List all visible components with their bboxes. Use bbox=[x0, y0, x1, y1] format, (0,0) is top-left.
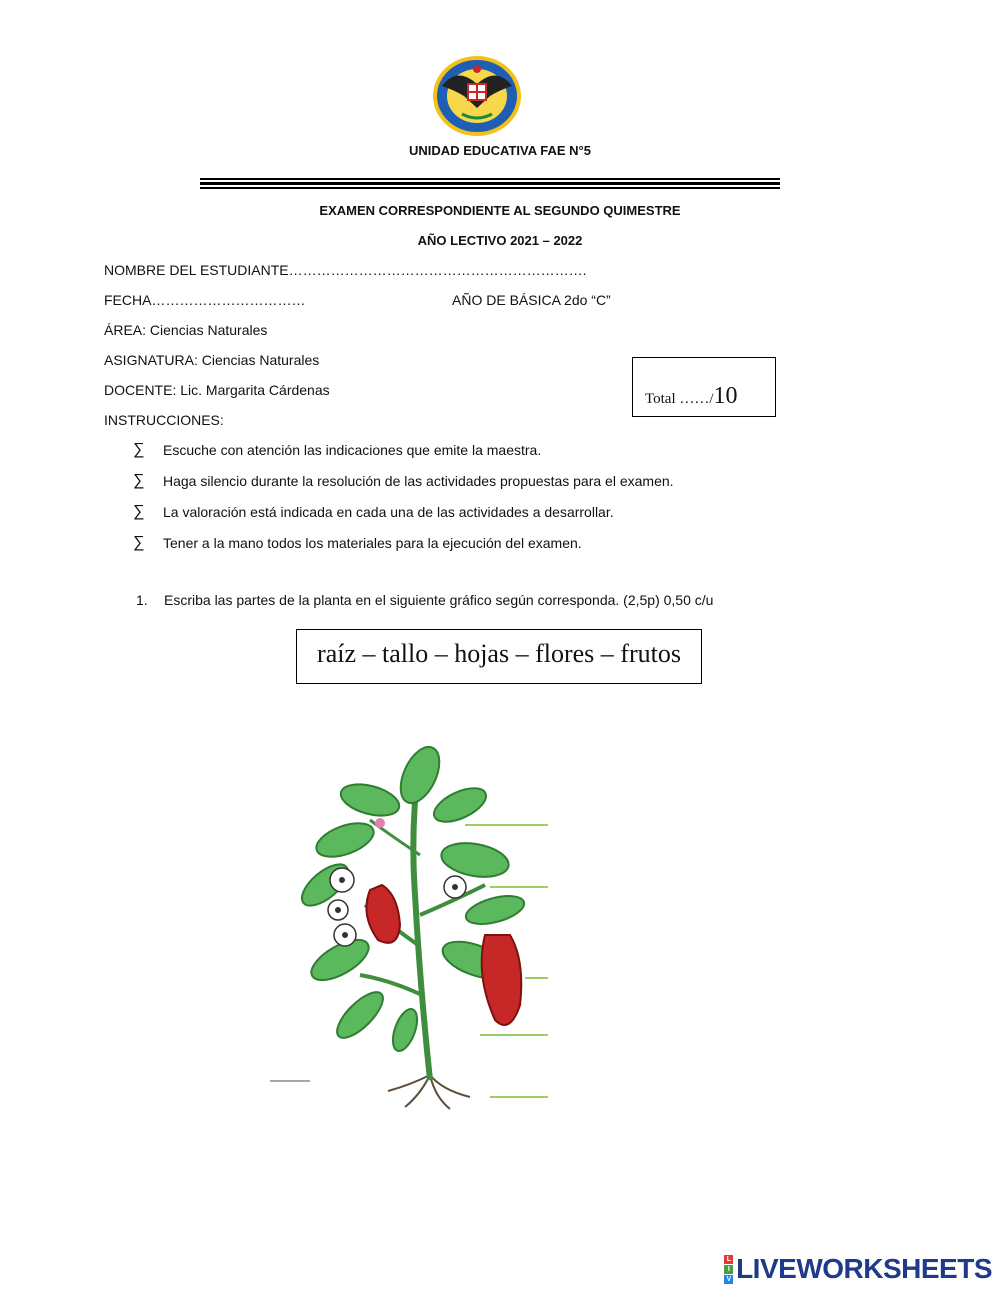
instruction-item bbox=[133, 534, 582, 552]
teacher-label: DOCENTE: Lic. Margarita Cárdenas bbox=[104, 382, 330, 398]
instruction-text: Tener a la mano todos los materiales para la ejecución del examen. bbox=[163, 535, 582, 551]
sigma-bullet-icon: ∑ bbox=[133, 472, 145, 489]
pepper-plant-illustration bbox=[270, 735, 560, 1115]
sigma-bullet-icon: ∑ bbox=[133, 503, 145, 520]
date-field[interactable]: FECHA…………………………… bbox=[104, 292, 306, 308]
school-name: UNIDAD EDUCATIVA FAE N°5 bbox=[409, 143, 591, 158]
header-divider bbox=[200, 178, 780, 180]
instruction-text: Escuche con atención las indicaciones que emite la maestra. bbox=[163, 442, 542, 458]
header-divider-thick bbox=[200, 182, 780, 185]
instruction-item bbox=[133, 441, 541, 459]
word-bank-box: raíz – tallo – hojas – flores – frutos bbox=[296, 629, 702, 684]
live-badge-icon: L I V bbox=[724, 1255, 733, 1284]
header-divider-bottom bbox=[200, 187, 780, 189]
question-text: Escriba las partes de la planta en el siguiente gráfico según corresponda. (2,5p) 0,50 c/u bbox=[164, 592, 714, 608]
liveworksheets-logo bbox=[724, 1253, 992, 1285]
sigma-bullet-icon: ∑ bbox=[133, 441, 145, 458]
total-label-text: Total ……/ bbox=[645, 391, 714, 407]
school-logo bbox=[432, 56, 522, 136]
total-max-score: 10 bbox=[713, 383, 738, 409]
student-name-field[interactable]: NOMBRE DEL ESTUDIANTE………………………………………………………. bbox=[104, 262, 587, 278]
subject-label: ASIGNATURA: Ciencias Naturales bbox=[104, 352, 320, 368]
total-score-label bbox=[645, 383, 738, 410]
school-year: AÑO LECTIVO 2021 – 2022 bbox=[417, 233, 583, 248]
instruction-text: La valoración está indicada en cada una de las actividades a desarrollar. bbox=[163, 504, 614, 520]
brand-text: LIVEWORKSHEETS bbox=[736, 1253, 992, 1284]
question-1 bbox=[136, 592, 713, 608]
exam-title: EXAMEN CORRESPONDIENTE AL SEGUNDO QUIMESTRE bbox=[319, 203, 681, 218]
instruction-item bbox=[133, 503, 614, 521]
instructions-title: INSTRUCCIONES: bbox=[104, 412, 224, 428]
sigma-bullet-icon: ∑ bbox=[133, 534, 145, 551]
total-score-box[interactable] bbox=[632, 357, 776, 417]
instruction-item bbox=[133, 472, 674, 490]
instruction-text: Haga silencio durante la resolución de las actividades propuestas para el examen. bbox=[163, 473, 674, 489]
area-label: ÁREA: Ciencias Naturales bbox=[104, 322, 268, 338]
question-number: 1. bbox=[136, 592, 148, 608]
grade-label: AÑO DE BÁSICA 2do “C” bbox=[452, 292, 611, 308]
